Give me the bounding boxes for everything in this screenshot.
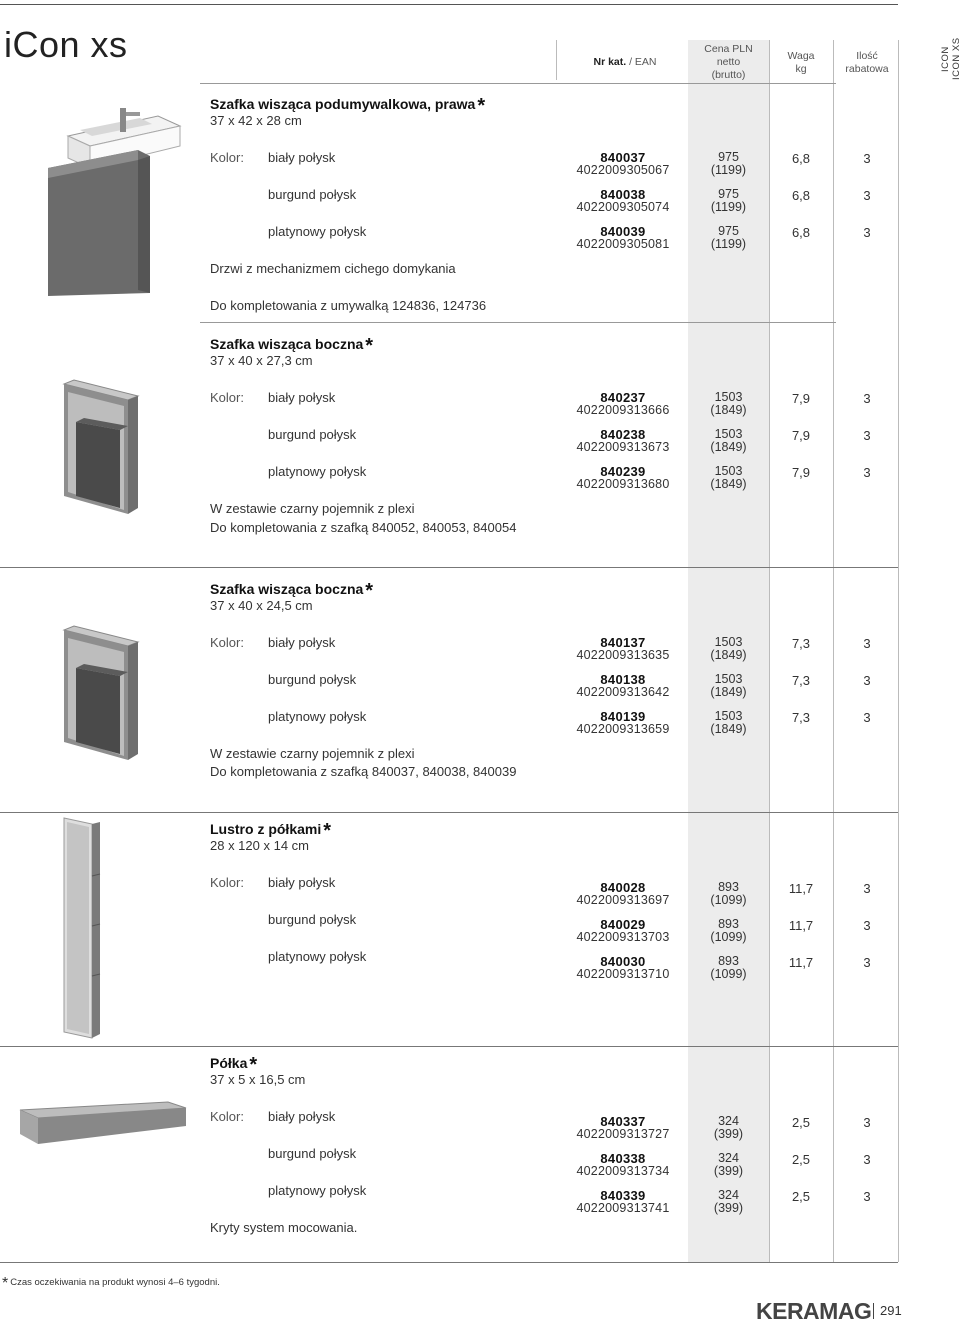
vanity-cabinet-image: [40, 108, 190, 298]
kolor-label: Kolor:: [210, 390, 244, 405]
variant-color: burgund połysk: [268, 912, 357, 927]
price-net: 975: [718, 224, 739, 238]
asterisk-icon: *: [249, 1054, 258, 1076]
variant-weight: 7,9: [791, 465, 811, 480]
price-net: 324: [718, 1151, 739, 1165]
variant-price: [688, 636, 769, 662]
ean-code: 4022009313727: [576, 1127, 670, 1141]
product-title: [210, 817, 331, 840]
ean-code: 4022009313666: [576, 403, 670, 417]
side-cabinet-image: [58, 378, 144, 518]
variant-color: burgund połysk: [268, 1146, 357, 1161]
price-net: 1503: [714, 709, 743, 723]
page-number: 291: [880, 1303, 902, 1318]
product-dims: 37 x 5 x 16,5 cm: [210, 1072, 306, 1087]
kolor-label: Kolor:: [210, 875, 244, 890]
asterisk-icon: *: [323, 820, 332, 842]
variant-weight: 7,3: [791, 636, 811, 651]
brand-logo: KERAMAG: [756, 1298, 872, 1324]
variant-code: [560, 710, 686, 736]
product-dims: 37 x 40 x 27,3 cm: [210, 353, 313, 368]
variant-qty: 3: [863, 636, 871, 651]
variant-code: [560, 1115, 686, 1141]
variant-code: [560, 188, 686, 214]
variant-price: [688, 1152, 769, 1178]
page-number-divider: [873, 1303, 874, 1319]
price-net: 1503: [714, 464, 743, 478]
variant-qty: 3: [863, 428, 871, 443]
variant-code: [560, 151, 686, 177]
variant-qty: 3: [863, 1115, 871, 1130]
catalog-number: 840239: [600, 464, 646, 479]
price-net: 975: [718, 150, 739, 164]
price-net: 1503: [714, 635, 743, 649]
variant-qty: 3: [863, 391, 871, 406]
side-label-icon: ICON: [940, 46, 951, 72]
ean-code: 4022009313635: [576, 648, 670, 662]
variant-code: [560, 428, 686, 454]
variant-qty: 3: [863, 673, 871, 688]
variant-color: burgund połysk: [268, 427, 357, 442]
variant-color: platynowy połysk: [268, 709, 367, 724]
header-nr-kat: Nr kat.: [593, 56, 627, 68]
header-qty-line1: Ilość: [856, 50, 878, 62]
asterisk-icon: *: [365, 335, 374, 357]
variant-price: [688, 881, 769, 907]
variant-code: [560, 673, 686, 699]
price-gross: (399): [713, 1164, 744, 1178]
kolor-label: Kolor:: [210, 635, 244, 650]
price-gross: (1849): [710, 440, 747, 454]
price-gross: (1849): [710, 685, 747, 699]
footnote-text: Czas oczekiwania na produkt wynosi 4–6 tygodni.: [10, 1277, 220, 1288]
variant-qty: 3: [863, 881, 871, 896]
product-dims: 37 x 40 x 24,5 cm: [210, 598, 313, 613]
ean-code: 4022009313673: [576, 440, 670, 454]
ean-code: 4022009313710: [576, 967, 670, 981]
variant-price: [688, 151, 769, 177]
price-net: 1503: [714, 672, 743, 686]
side-label: [936, 37, 962, 80]
variant-price: [688, 428, 769, 454]
variant-price: [688, 1115, 769, 1141]
shelf-image: [18, 1100, 190, 1150]
section-separator: [200, 83, 836, 84]
product-note: W zestawie czarny pojemnik z plexi: [210, 746, 415, 761]
variant-weight: 11,7: [788, 918, 814, 933]
ean-code: 4022009313659: [576, 722, 670, 736]
price-gross: (1849): [710, 722, 747, 736]
column-divider: [833, 40, 834, 1262]
product-title-text: Szafka wisząca boczna: [210, 336, 364, 352]
variant-qty: 3: [863, 151, 871, 166]
variant-weight: 2,5: [791, 1189, 811, 1204]
price-net: 1503: [714, 427, 743, 441]
product-note: Kryty system mocowania.: [210, 1220, 358, 1235]
product-title: [210, 92, 485, 115]
header-qty: [834, 50, 900, 76]
product-title-text: Szafka wisząca podumywalkowa, prawa: [210, 96, 476, 112]
price-gross: (399): [713, 1127, 744, 1141]
price-net: 893: [718, 954, 739, 968]
header-weight-line1: Waga: [787, 50, 815, 62]
side-label-icon-xs: ICON XS: [951, 37, 962, 80]
header-ean: / EAN: [626, 56, 657, 68]
price-gross: (1849): [710, 648, 747, 662]
ean-code: 4022009313697: [576, 893, 670, 907]
variant-color: platynowy połysk: [268, 1183, 367, 1198]
variant-weight: 2,5: [791, 1152, 811, 1167]
page-title: iCon xs: [4, 24, 128, 65]
variant-qty: 3: [863, 1152, 871, 1167]
variant-color: platynowy połysk: [268, 224, 367, 239]
asterisk-icon: *: [365, 580, 374, 602]
product-title: [210, 1051, 257, 1074]
variant-color: platynowy połysk: [268, 464, 367, 479]
catalog-number: 840039: [600, 224, 646, 239]
variant-weight: 7,9: [791, 428, 811, 443]
ean-code: 4022009313741: [576, 1201, 670, 1215]
section-separator: [0, 812, 898, 813]
variant-price: [688, 918, 769, 944]
variant-color: burgund połysk: [268, 187, 357, 202]
variant-qty: 3: [863, 1189, 871, 1204]
catalog-number: 840138: [600, 672, 646, 687]
product-note: Do kompletowania z szafką 840052, 840053, 840054: [210, 520, 517, 535]
variant-code: [560, 1152, 686, 1178]
asterisk-icon: *: [477, 95, 486, 117]
product-note: Drzwi z mechanizmem cichego domykania: [210, 261, 456, 276]
product-title-text: Szafka wisząca boczna: [210, 581, 364, 597]
section-separator: [0, 1262, 898, 1263]
ean-code: 4022009313703: [576, 930, 670, 944]
product-note: Do kompletowania z szafką 840037, 840038, 840039: [210, 764, 517, 779]
product-title: [210, 577, 373, 600]
ean-code: 4022009305067: [576, 163, 670, 177]
price-gross: (1199): [710, 163, 747, 177]
header-weight: [770, 50, 832, 76]
variant-color: biały połysk: [268, 635, 336, 650]
variant-price: [688, 710, 769, 736]
variant-weight: 6,8: [791, 188, 811, 203]
column-divider: [556, 40, 557, 80]
ean-code: 4022009313734: [576, 1164, 670, 1178]
catalog-number: 840028: [600, 880, 646, 895]
catalog-number: 840338: [600, 1151, 646, 1166]
variant-weight: 7,3: [791, 710, 811, 725]
product-dims: 37 x 42 x 28 cm: [210, 113, 302, 128]
price-net: 975: [718, 187, 739, 201]
variant-color: platynowy połysk: [268, 949, 367, 964]
kolor-label: Kolor:: [210, 1109, 244, 1124]
variant-color: biały połysk: [268, 390, 336, 405]
ean-code: 4022009313642: [576, 685, 670, 699]
variant-qty: 3: [863, 465, 871, 480]
variant-code: [560, 391, 686, 417]
variant-code: [560, 1189, 686, 1215]
ean-code: 4022009305074: [576, 200, 670, 214]
variant-code: [560, 636, 686, 662]
variant-qty: 3: [863, 710, 871, 725]
price-gross: (1199): [710, 200, 747, 214]
kolor-label: Kolor:: [210, 150, 244, 165]
header-catalog: [570, 56, 680, 69]
section-separator: [0, 567, 898, 568]
column-divider: [769, 40, 770, 1262]
variant-color: biały połysk: [268, 150, 336, 165]
variant-weight: 11,7: [788, 955, 814, 970]
footnote: [2, 1272, 220, 1290]
variant-price: [688, 955, 769, 981]
variant-weight: 6,8: [791, 225, 811, 240]
product-dims: 28 x 120 x 14 cm: [210, 838, 309, 853]
header-price: [688, 43, 769, 82]
price-net: 324: [718, 1114, 739, 1128]
price-gross: (1099): [710, 967, 747, 981]
variant-code: [560, 465, 686, 491]
asterisk-icon: *: [2, 1275, 9, 1292]
variant-color: burgund połysk: [268, 672, 357, 687]
variant-code: [560, 881, 686, 907]
variant-weight: 11,7: [788, 881, 814, 896]
header-qty-line2: rabatowa: [845, 63, 889, 75]
price-net: 893: [718, 880, 739, 894]
header-price-line3: (brutto): [711, 69, 746, 81]
header-weight-line2: kg: [795, 63, 807, 75]
product-note: W zestawie czarny pojemnik z plexi: [210, 501, 415, 516]
variant-code: [560, 955, 686, 981]
section-separator: [0, 1046, 898, 1047]
price-net: 324: [718, 1188, 739, 1202]
catalog-number: 840029: [600, 917, 646, 932]
variant-qty: 3: [863, 188, 871, 203]
side-cabinet-image: [58, 624, 144, 764]
variant-price: [688, 391, 769, 417]
price-gross: (1199): [710, 237, 747, 251]
variant-price: [688, 465, 769, 491]
price-net: 893: [718, 917, 739, 931]
catalog-number: 840137: [600, 635, 646, 650]
variant-code: [560, 225, 686, 251]
price-gross: (399): [713, 1201, 744, 1215]
ean-code: 4022009313680: [576, 477, 670, 491]
product-title-text: Półka: [210, 1055, 248, 1071]
section-separator: [200, 322, 836, 323]
product-note: Do kompletowania z umywalką 124836, 124736: [210, 298, 487, 313]
variant-price: [688, 1189, 769, 1215]
mirror-cabinet-image: [58, 816, 108, 1040]
catalog-number: 840339: [600, 1188, 646, 1203]
variant-weight: 7,9: [791, 391, 811, 406]
variant-qty: 3: [863, 225, 871, 240]
column-divider: [898, 40, 899, 1262]
variant-weight: 7,3: [791, 673, 811, 688]
variant-weight: 2,5: [791, 1115, 811, 1130]
variant-weight: 6,8: [791, 151, 811, 166]
product-title-text: Lustro z półkami: [210, 821, 322, 837]
catalog-number: 840238: [600, 427, 646, 442]
top-rule: [0, 4, 898, 5]
catalog-number: 840139: [600, 709, 646, 724]
price-net: 1503: [714, 390, 743, 404]
price-gross: (1849): [710, 477, 747, 491]
header-price-line2: netto: [716, 56, 741, 68]
product-title: [210, 332, 373, 355]
variant-color: biały połysk: [268, 1109, 336, 1124]
variant-qty: 3: [863, 918, 871, 933]
catalog-number: 840038: [600, 187, 646, 202]
header-price-line1: Cena PLN: [704, 43, 753, 55]
variant-color: biały połysk: [268, 875, 336, 890]
price-gross: (1099): [710, 930, 747, 944]
variant-qty: 3: [863, 955, 871, 970]
variant-price: [688, 188, 769, 214]
catalog-number: 840337: [600, 1114, 646, 1129]
ean-code: 4022009305081: [576, 237, 670, 251]
variant-price: [688, 225, 769, 251]
catalog-number: 840030: [600, 954, 646, 969]
price-gross: (1099): [710, 893, 747, 907]
variant-price: [688, 673, 769, 699]
catalog-number: 840037: [600, 150, 646, 165]
price-gross: (1849): [710, 403, 747, 417]
catalog-number: 840237: [600, 390, 646, 405]
variant-code: [560, 918, 686, 944]
